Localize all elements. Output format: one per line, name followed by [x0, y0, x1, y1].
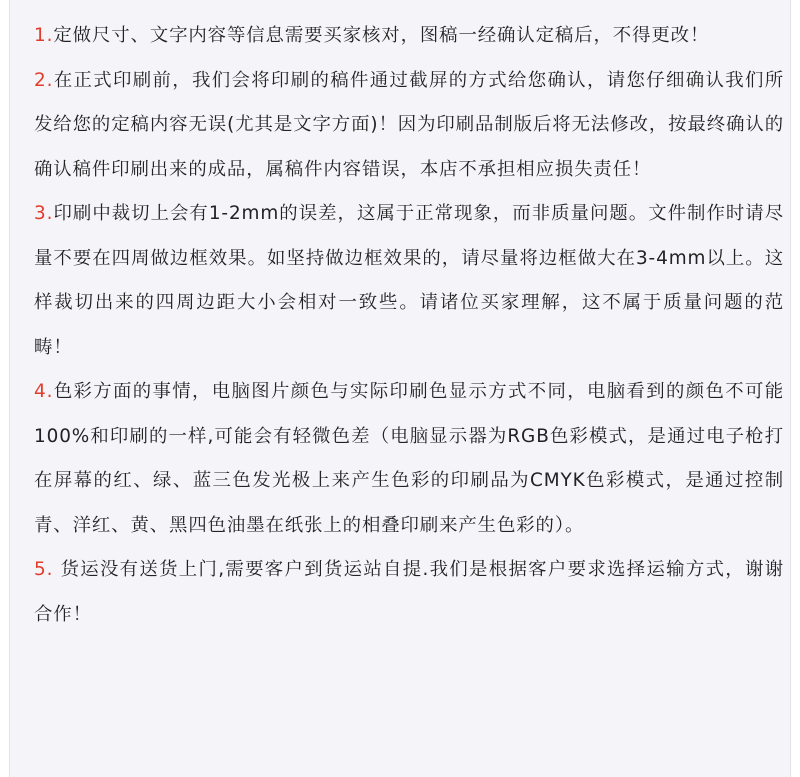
notice-item-5-number: 5.	[34, 559, 54, 580]
notice-item-3	[34, 192, 784, 370]
notice-item-2-text: 在正式印刷前，我们会将印刷的稿件通过截屏的方式给您确认，请您仔细确认我们所发给您的定稿内容无误(尤其是文字方面)！因为印刷品制版后将无法修改，按最终确认的确认稿件印刷出来的成品，属稿件内容错误，本店不承担相应损失责任！	[34, 69, 784, 180]
notice-list	[34, 14, 784, 637]
notice-item-3-text: 印刷中裁切上会有1-2mm的误差，这属于正常现象，而非质量问题。文件制作时请尽量不要在四周做边框效果。如坚持做边框效果的，请尽量将边框做大在3-4mm以上。这样裁切出来的四周边距大小会相对一致些。请诸位买家理解，这不属于质量问题的范畴！	[34, 203, 784, 358]
notice-item-4-number: 4.	[34, 381, 54, 402]
notice-panel	[9, 0, 791, 777]
notice-item-2	[34, 59, 784, 193]
notice-item-4-text: 色彩方面的事情，电脑图片颜色与实际印刷色显示方式不同，电脑看到的颜色不可能100%和印刷的一样,可能会有轻微色差（电脑显示器为RGB色彩模式，是通过电子枪打在屏幕的红、绿、蓝三色发光极上来产生色彩的印刷品为CMYK色彩模式，是通过控制青、洋红、黄、黑四色油墨在纸张上的相叠印刷来产生色彩的）。	[34, 381, 784, 536]
notice-item-1	[34, 14, 784, 59]
notice-item-4	[34, 370, 784, 548]
notice-item-5-text: 货运没有送货上门,需要客户到货运站自提.我们是根据客户要求选择运输方式，谢谢合作！	[34, 559, 784, 625]
notice-item-2-number: 2.	[34, 69, 54, 91]
notice-item-1-number: 1.	[34, 25, 54, 46]
notice-item-3-number: 3.	[34, 203, 54, 224]
notice-item-1-text: 定做尺寸、文字内容等信息需要买家核对，图稿一经确认定稿后，不得更改！	[53, 25, 710, 46]
notice-item-5	[34, 548, 784, 637]
